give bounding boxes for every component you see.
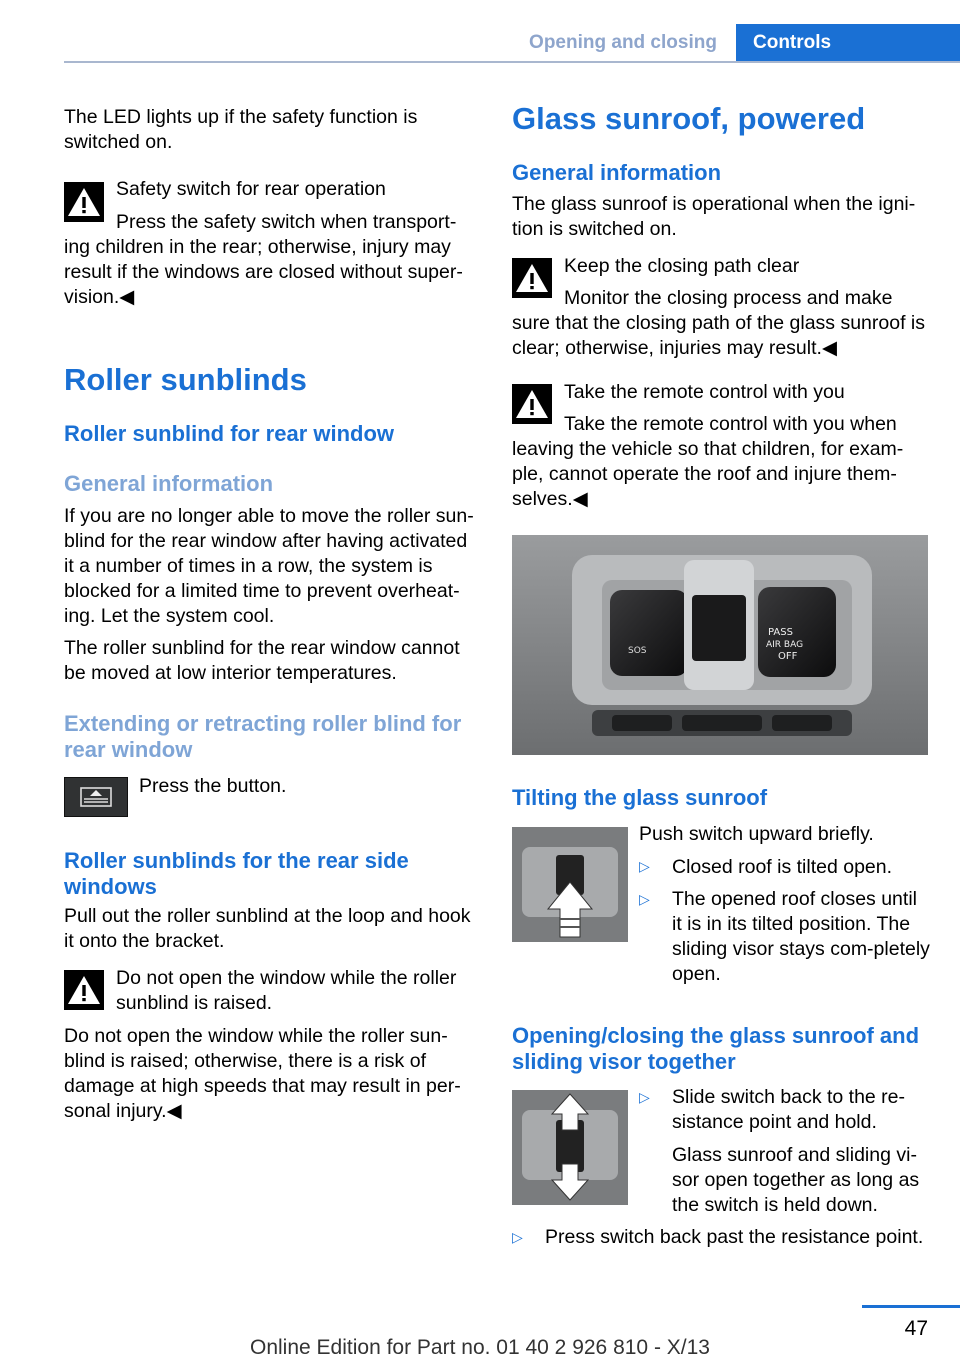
press-button-text: Press the button. — [139, 775, 287, 797]
warning-title: Take the remote control with you — [564, 381, 845, 403]
header-chapter: Controls — [736, 24, 960, 61]
rear-blind-button-icon — [64, 777, 128, 817]
open-bullet-1-paragraph: Glass sunroof and sliding vi‐sor open together as long as the switch is held down. — [672, 1144, 920, 1216]
heading-side-windows: Roller sunblinds for the rear side windows — [64, 848, 409, 899]
page-number: 47 — [904, 1317, 928, 1340]
warning-body: Monitor the closing process and make sure that the closing path of the glass sunroof is clear; otherwise, injuries may result.◀ — [512, 287, 925, 359]
open-bullet-1: Slide switch back to the re‐sistance point and hold. — [672, 1086, 906, 1133]
edition-footer: Online Edition for Part no. 01 40 2 926 810 - X/13 — [250, 1336, 710, 1359]
intro-text: The LED lights up if the safety function is switched on. — [64, 106, 418, 153]
warning-body: Press the safety switch when transport‐ing children in the rear; otherwise, injury may result if the windows are closed without super‐vision.◀ — [64, 211, 463, 308]
sos-label: SOS — [628, 646, 647, 656]
warning-body: Do not open the window while the roller sun‐blind is raised; otherwise, there is a risk of damage at high speeds that may result in per‐sonal injury.◀ — [64, 1025, 461, 1122]
off-label: OFF — [778, 651, 798, 662]
tilt-bullet-1: Closed roof is tilted open. — [672, 856, 893, 878]
open-bullet-2: Press switch back past the resistance point. — [545, 1226, 924, 1248]
airbag-label: AIR BAG — [766, 640, 804, 650]
header-rule — [64, 61, 960, 63]
heading-general-info: General information — [512, 160, 722, 185]
side-windows-text: Pull out the roller sunblind at the loop and hook it onto the bracket. — [64, 905, 471, 952]
heading-general-info: General information — [64, 471, 274, 496]
general-paragraph-2: The roller sunblind for the rear window cannot be moved at low interior temperatures. — [64, 637, 460, 684]
heading-rear-window: Roller sunblind for rear window — [64, 421, 395, 446]
slide-switch-thumbnail — [512, 1090, 628, 1205]
heading-roller-sunblinds: Roller sunblinds — [64, 362, 307, 397]
warning-title: Safety switch for rear operation — [116, 178, 386, 200]
bullet-triangle-icon: ▷ — [639, 1089, 650, 1105]
heading-opening-closing: Opening/closing the glass sunroof and sliding visor together — [512, 1023, 920, 1074]
heading-glass-sunroof: Glass sunroof, powered — [512, 101, 866, 136]
tilt-bullet-2: The opened roof closes until it is in its tilted position. The sliding visor stays com‐pletely open. — [672, 888, 930, 985]
general-paragraph-1: If you are no longer able to move the roller sun‐blind for the rear window after having activated it a number of times in a row, the system is blocked for a limited time to prevent overheat‐ing. Let the system cool. — [64, 505, 474, 627]
bullet-triangle-icon: ▷ — [639, 891, 650, 907]
bullet-triangle-icon: ▷ — [639, 858, 650, 874]
warning-icon — [64, 970, 104, 1010]
tilt-switch-thumbnail — [512, 827, 628, 942]
sunroof-general-text: The glass sunroof is operational when the igni‐tion is switched on. — [512, 193, 916, 240]
heading-extending-blind: Extending or retracting roller blind for rear window — [64, 711, 462, 762]
warning-title: Keep the closing path clear — [564, 255, 800, 277]
warning-body: Take the remote control with you when leaving the vehicle so that children, for exam‐ple, cannot operate the roof and injure them‐selves.◀ — [512, 413, 904, 510]
tilt-intro-text: Push switch upward briefly. — [639, 823, 874, 845]
warning-title: Do not open the window while the roller sunblind is raised. — [116, 967, 457, 1014]
overhead-console-photo — [512, 535, 928, 755]
heading-tilting: Tilting the glass sunroof — [512, 785, 768, 810]
pass-label: PASS — [768, 627, 793, 638]
header-section: Opening and closing — [529, 32, 717, 53]
bullet-triangle-icon: ▷ — [512, 1229, 523, 1245]
footer-rule — [862, 1305, 960, 1308]
